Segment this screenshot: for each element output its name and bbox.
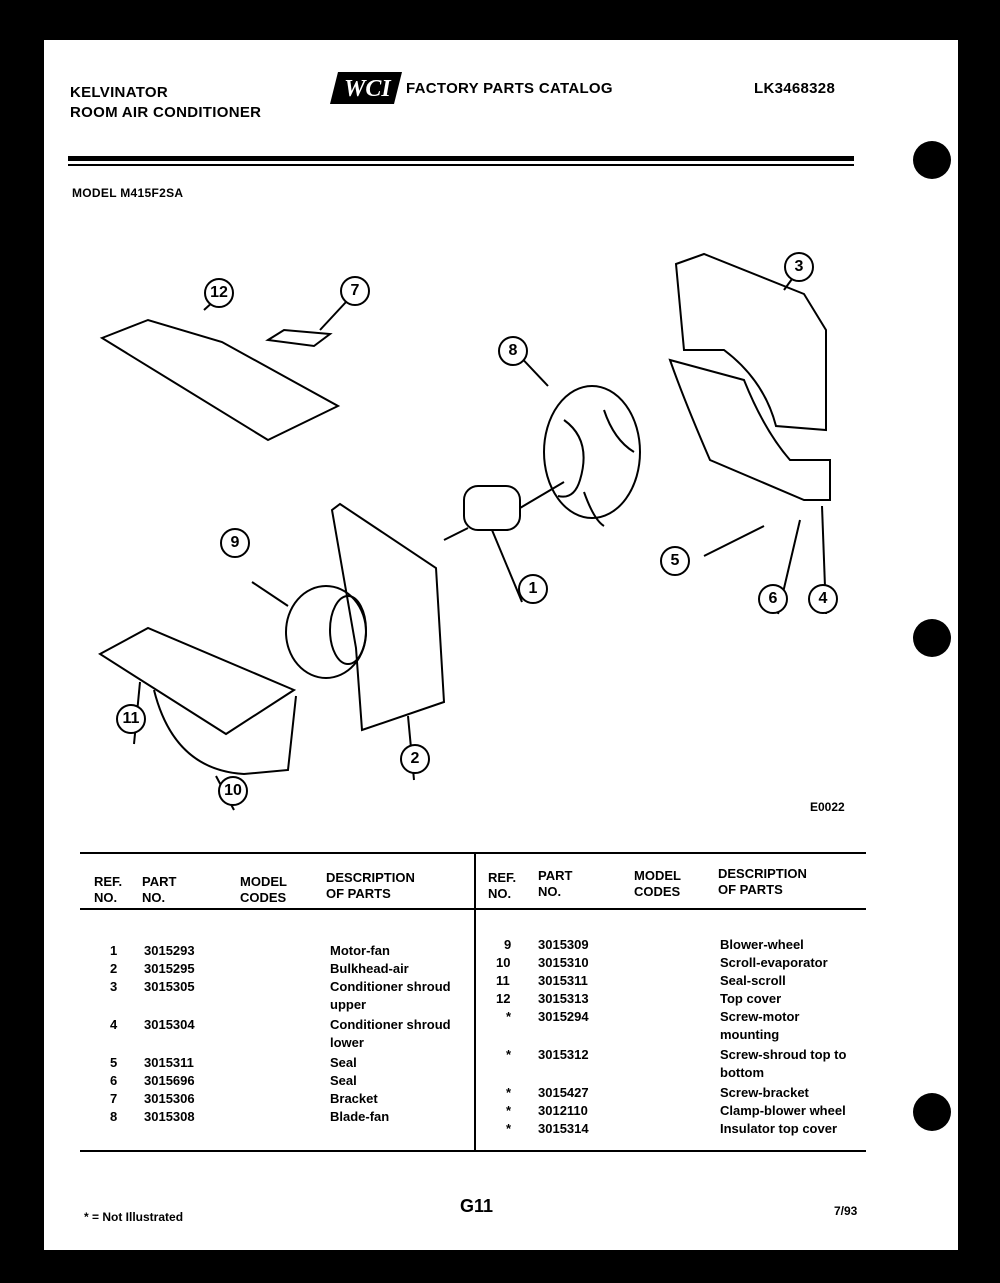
table-bottom-rule bbox=[80, 1150, 866, 1152]
right-row-8-desc: Clamp-blower wheel bbox=[720, 1103, 846, 1118]
right-row-1-part: 3015309 bbox=[538, 937, 589, 952]
binder-hole-bottom bbox=[913, 1093, 951, 1131]
right-row-8-part: 3012110 bbox=[538, 1103, 588, 1118]
left-row-8-desc: Blade-fan bbox=[330, 1109, 390, 1124]
right-row-2-desc: Scroll-evaporator bbox=[720, 955, 828, 970]
callout-3: 3 bbox=[784, 252, 814, 282]
right-row-9-ref: * bbox=[506, 1121, 512, 1136]
callout-1: 1 bbox=[518, 574, 548, 604]
right-row-4-ref: 12 bbox=[496, 991, 511, 1006]
left-row-3-part: 3015305 bbox=[144, 979, 195, 994]
binder-hole-middle bbox=[913, 619, 951, 657]
right-row-6-desc: Screw-shroud top to bottom bbox=[720, 1047, 847, 1080]
left-row-5-desc: Seal bbox=[330, 1055, 357, 1070]
page-number: G11 bbox=[460, 1196, 494, 1216]
left-row-4-part: 3015304 bbox=[144, 1017, 195, 1032]
binder-hole-top bbox=[913, 141, 951, 179]
diagram-code: E0022 bbox=[810, 800, 845, 814]
right-row-6-ref: * bbox=[506, 1047, 512, 1062]
right-row-5-part: 3015294 bbox=[538, 1009, 589, 1024]
callout-7: 7 bbox=[340, 276, 370, 306]
right-row-2-ref: 10 bbox=[496, 955, 511, 970]
left-row-4-desc: Conditioner shroud lower bbox=[330, 1017, 451, 1050]
left-row-1-desc: Motor-fan bbox=[330, 943, 390, 958]
footnote: * = Not Illustrated bbox=[84, 1210, 184, 1224]
right-row-3-ref: 11 bbox=[496, 973, 510, 988]
left-row-8-ref: 8 bbox=[110, 1109, 118, 1124]
right-row-2-part: 3015310 bbox=[538, 955, 589, 970]
left-row-1-part: 3015293 bbox=[144, 943, 195, 958]
left-row-7-desc: Bracket bbox=[330, 1091, 378, 1106]
left-row-1-ref: 1 bbox=[110, 943, 118, 958]
catalog-title: FACTORY PARTS CATALOG bbox=[406, 80, 613, 97]
callout-10: 10 bbox=[218, 776, 248, 806]
right-row-6-part: 3015312 bbox=[538, 1047, 589, 1062]
callout-9: 9 bbox=[220, 528, 250, 558]
blade-fan-part bbox=[544, 386, 640, 518]
left-row-6-part: 3015696 bbox=[144, 1073, 195, 1088]
print-date: 7/93 bbox=[834, 1204, 858, 1218]
left-row-2-part: 3015295 bbox=[144, 961, 195, 976]
left-row-6-desc: Seal bbox=[330, 1073, 357, 1088]
top-cover-part bbox=[102, 320, 338, 440]
col-ref-right: REF. NO. bbox=[488, 870, 517, 901]
shroud-lower-part bbox=[670, 360, 830, 500]
right-row-5-ref: * bbox=[506, 1009, 512, 1024]
callout-11: 11 bbox=[116, 704, 146, 734]
right-row-4-desc: Top cover bbox=[720, 991, 782, 1006]
table-top-rule bbox=[80, 852, 866, 854]
header-rule-thin bbox=[68, 164, 854, 166]
brand-name: KELVINATOR bbox=[70, 84, 169, 101]
col-ref-left: REF. NO. bbox=[94, 874, 123, 905]
right-row-3-desc: Seal-scroll bbox=[720, 973, 786, 988]
left-row-5-part: 3015311 bbox=[144, 1055, 194, 1070]
right-row-9-part: 3015314 bbox=[538, 1121, 589, 1136]
header-rule bbox=[68, 156, 854, 161]
right-row-8-ref: * bbox=[506, 1103, 512, 1118]
left-row-7-part: 3015306 bbox=[144, 1091, 195, 1106]
col-model-left: MODEL CODES bbox=[240, 874, 287, 905]
col-part-right: PART NO. bbox=[538, 868, 573, 899]
wci-logo bbox=[330, 68, 404, 106]
product-name: ROOM AIR CONDITIONER bbox=[70, 104, 262, 121]
catalog-number: LK3468328 bbox=[754, 80, 836, 97]
right-row-3-part: 3015311 bbox=[538, 973, 588, 988]
svg-text:WCI: WCI bbox=[344, 76, 391, 102]
right-row-7-part: 3015427 bbox=[538, 1085, 589, 1100]
right-row-4-part: 3015313 bbox=[538, 991, 589, 1006]
right-row-9-desc: Insulator top cover bbox=[720, 1121, 838, 1136]
catalog-page bbox=[44, 40, 958, 1250]
table-header-rule bbox=[80, 908, 866, 910]
col-model-right: MODEL CODES bbox=[634, 868, 681, 899]
bracket-part bbox=[268, 330, 330, 346]
left-row-8-part: 3015308 bbox=[144, 1109, 195, 1124]
right-row-7-desc: Screw-bracket bbox=[720, 1085, 809, 1100]
callout-12: 12 bbox=[204, 278, 234, 308]
left-row-5-ref: 5 bbox=[110, 1055, 118, 1070]
callout-8: 8 bbox=[498, 336, 528, 366]
left-row-3-desc: Conditioner shroud upper bbox=[330, 979, 451, 1012]
right-row-1-ref: 9 bbox=[504, 937, 512, 952]
left-row-2-desc: Bulkhead-air bbox=[330, 961, 409, 976]
callout-4: 4 bbox=[808, 584, 838, 614]
motor-fan-part bbox=[464, 486, 520, 530]
bulkhead-air-part bbox=[332, 504, 444, 730]
callout-6: 6 bbox=[758, 584, 788, 614]
callout-2: 2 bbox=[400, 744, 430, 774]
right-row-1-desc: Blower-wheel bbox=[720, 937, 804, 952]
right-row-7-ref: * bbox=[506, 1085, 512, 1100]
callout-5: 5 bbox=[660, 546, 690, 576]
right-row-5-desc: Screw-motor mounting bbox=[720, 1009, 800, 1042]
left-row-3-ref: 3 bbox=[110, 979, 118, 994]
col-desc-right: DESCRIPTION OF PARTS bbox=[718, 866, 807, 897]
exploded-parts-diagram bbox=[44, 230, 958, 830]
col-part-left: PART NO. bbox=[142, 874, 177, 905]
col-desc-left: DESCRIPTION OF PARTS bbox=[326, 870, 415, 901]
left-row-7-ref: 7 bbox=[110, 1091, 118, 1106]
left-row-2-ref: 2 bbox=[110, 961, 118, 976]
left-row-4-ref: 4 bbox=[110, 1017, 118, 1032]
model-line: MODEL M415F2SA bbox=[72, 186, 184, 200]
left-row-6-ref: 6 bbox=[110, 1073, 118, 1088]
